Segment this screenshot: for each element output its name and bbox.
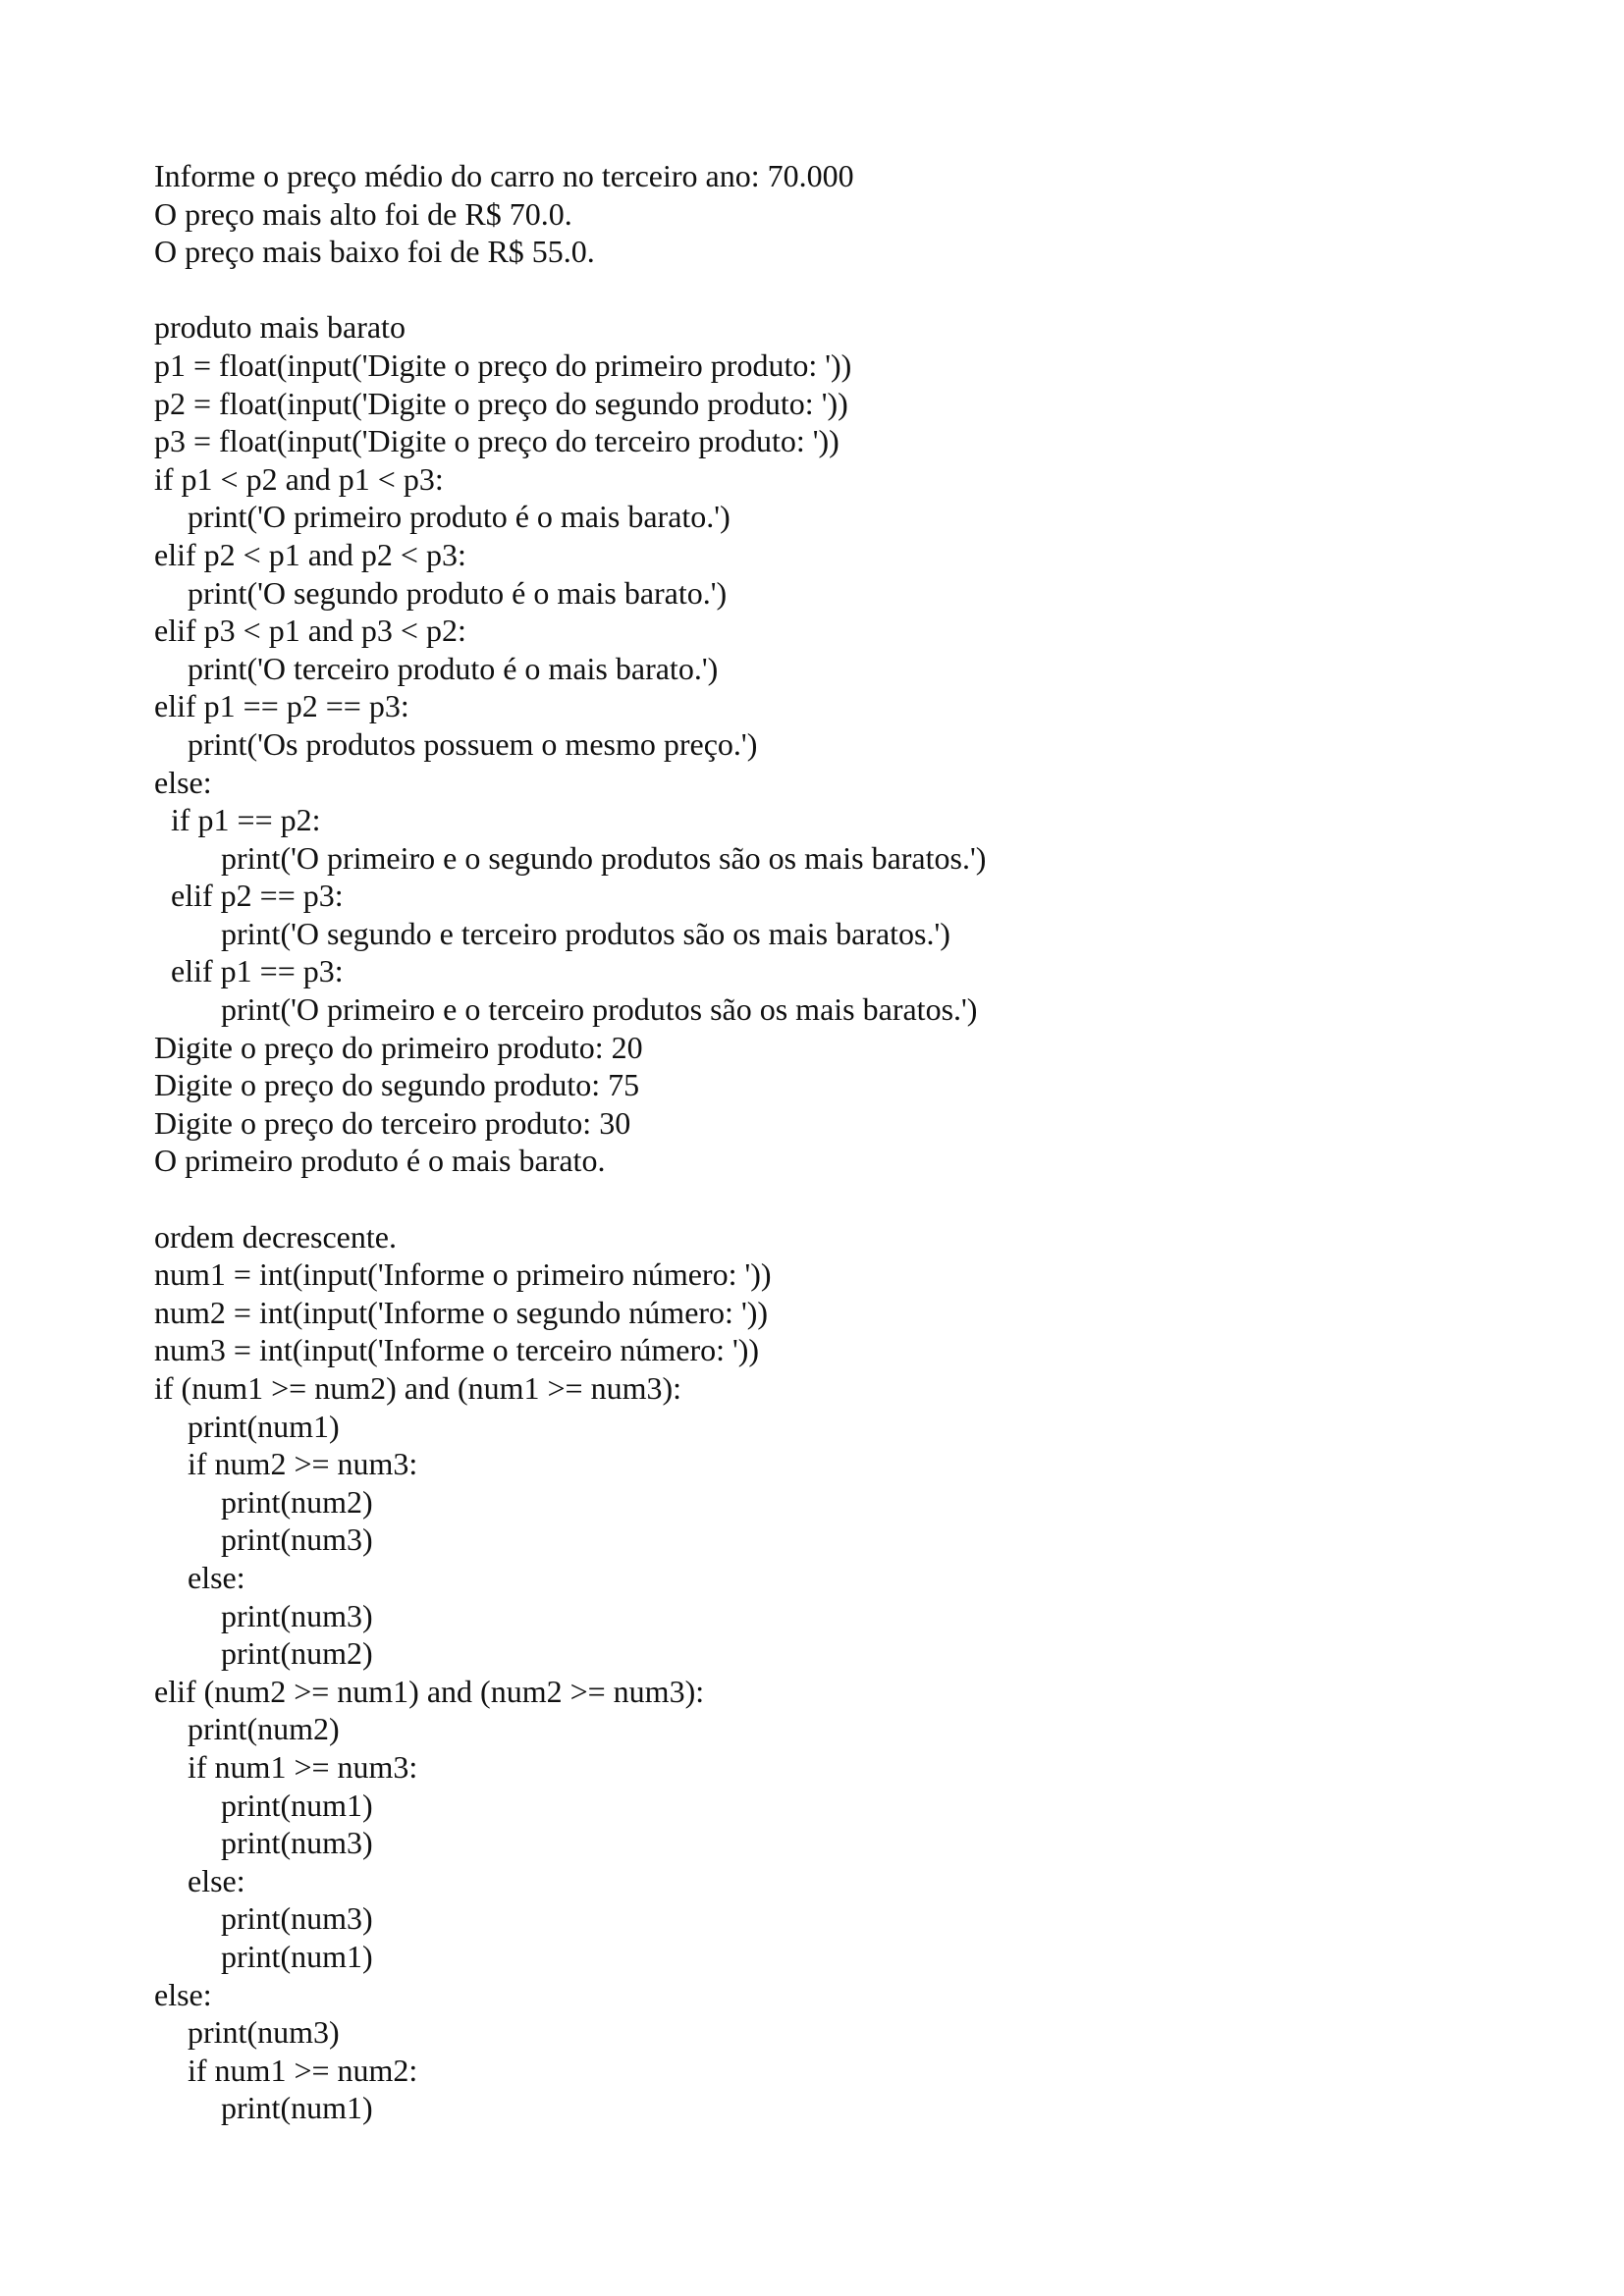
code-line: print(num2) [221, 1483, 373, 1520]
code-line: elif p3 < p1 and p3 < p2: [154, 613, 466, 649]
code-line: else: [154, 1976, 212, 2012]
code-line: if p1 == p2: [171, 802, 321, 838]
text-line: Informe o preço médio do carro no terceiro ano: 70.000 [154, 158, 854, 193]
code-line: if num1 >= num2: [188, 2052, 418, 2088]
output-line: Digite o preço do terceiro produto: 30 [154, 1104, 631, 1141]
code-line: print('O primeiro produto é o mais barato.') [188, 499, 731, 535]
code-line: print('O primeiro e o segundo produtos são os mais baratos.') [221, 839, 987, 876]
code-line: print(num3) [221, 1825, 373, 1861]
text-line: O preço mais alto foi de R$ 70.0. [154, 195, 572, 232]
code-line: else: [188, 1862, 245, 1898]
code-line: num2 = int(input('Informe o segundo número: ')) [154, 1294, 769, 1330]
code-line: print(num3) [221, 1522, 373, 1558]
code-line: elif p1 == p2 == p3: [154, 688, 409, 724]
code-line: print(num2) [221, 1635, 373, 1672]
blank-line [154, 271, 1529, 309]
code-line: if p1 < p2 and p1 < p3: [154, 460, 444, 497]
document-content [154, 157, 1529, 2127]
code-line: print(num1) [221, 1938, 373, 1974]
code-line: else: [154, 764, 212, 800]
code-line: print('O segundo e terceiro produtos são os mais baratos.') [221, 915, 950, 951]
section-title: produto mais barato [154, 309, 406, 346]
code-line: elif p2 < p1 and p2 < p3: [154, 536, 466, 572]
code-line: num3 = int(input('Informe o terceiro número: ')) [154, 1332, 760, 1368]
code-line: print(num1) [221, 1787, 373, 1823]
blank-line [154, 1180, 1529, 1218]
code-line: elif p1 == p3: [171, 953, 344, 989]
code-line: if num2 >= num3: [188, 1446, 418, 1482]
code-line: p2 = float(input('Digite o preço do segundo produto: ')) [154, 385, 848, 421]
code-line: else: [188, 1559, 245, 1595]
code-line: if num1 >= num3: [188, 1748, 418, 1785]
output-line: Digite o preço do primeiro produto: 20 [154, 1029, 643, 1065]
code-line: print('O segundo produto é o mais barato.') [188, 574, 728, 611]
code-line: p1 = float(input('Digite o preço do primeiro produto: ')) [154, 347, 852, 383]
output-line: O primeiro produto é o mais barato. [154, 1143, 606, 1179]
code-line: print('O terceiro produto é o mais barato.') [188, 650, 719, 686]
code-line: print('O primeiro e o terceiro produtos são os mais baratos.') [221, 991, 978, 1028]
code-line: print(num3) [221, 1597, 373, 1633]
code-line: if (num1 >= num2) and (num1 >= num3): [154, 1370, 682, 1406]
code-line: print(num1) [221, 2090, 373, 2126]
code-line: elif p2 == p3: [171, 878, 344, 914]
code-line: p3 = float(input('Digite o preço do terceiro produto: ')) [154, 423, 839, 459]
code-line: print(num2) [188, 1711, 340, 1747]
code-line: print('Os produtos possuem o mesmo preço.') [188, 725, 758, 762]
code-line: print(num3) [221, 1900, 373, 1937]
code-line: num1 = int(input('Informe o primeiro número: ')) [154, 1256, 772, 1293]
output-line: Digite o preço do segundo produto: 75 [154, 1067, 640, 1103]
code-line: print(num1) [188, 1408, 340, 1444]
text-line: O preço mais baixo foi de R$ 55.0. [154, 234, 595, 270]
code-line: print(num3) [188, 2014, 340, 2051]
code-line: elif (num2 >= num1) and (num2 >= num3): [154, 1673, 705, 1709]
section-title: ordem decrescente. [154, 1218, 397, 1255]
